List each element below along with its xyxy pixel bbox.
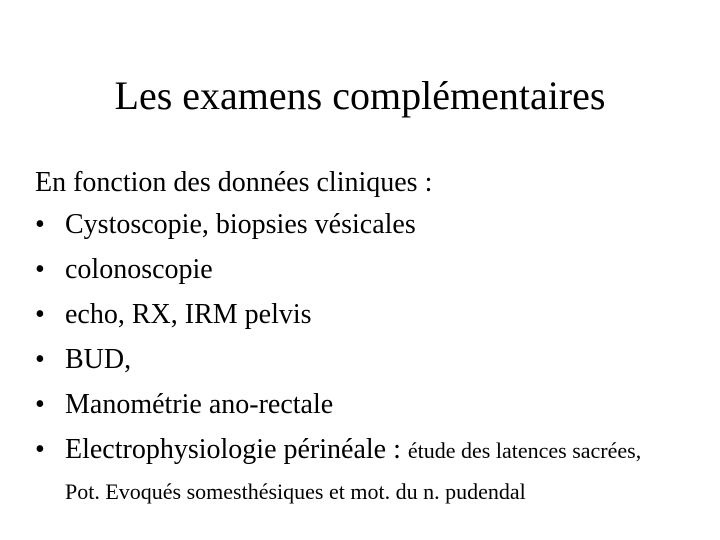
slide-title: Les examens complémentaires: [114, 73, 606, 118]
list-item-text: BUD,: [65, 344, 132, 375]
bullet-icon: •: [35, 209, 45, 240]
bullet-icon: •: [35, 344, 45, 375]
list-item-continuation: Pot. Evoqués somesthésiques et mot. du n. pudendal: [65, 479, 526, 504]
bullet-icon: •: [35, 434, 45, 465]
list-item-detail-text: étude des latences sacrées,: [407, 438, 642, 463]
list-item-text: Cystoscopie, biopsies vésicales: [65, 209, 416, 240]
intro-text: En fonction des données cliniques :: [35, 167, 433, 198]
list-item-text: colonoscopie: [65, 254, 213, 285]
list-item-main-text: Electrophysiologie périnéale :: [65, 434, 401, 465]
bullet-icon: •: [35, 254, 45, 285]
list-item-text: [65, 433, 641, 468]
list-item-text: Manométrie ano-rectale: [65, 389, 334, 420]
bullet-icon: •: [35, 299, 45, 330]
bullet-icon: •: [35, 389, 45, 420]
list-item-text: echo, RX, IRM pelvis: [65, 299, 312, 330]
